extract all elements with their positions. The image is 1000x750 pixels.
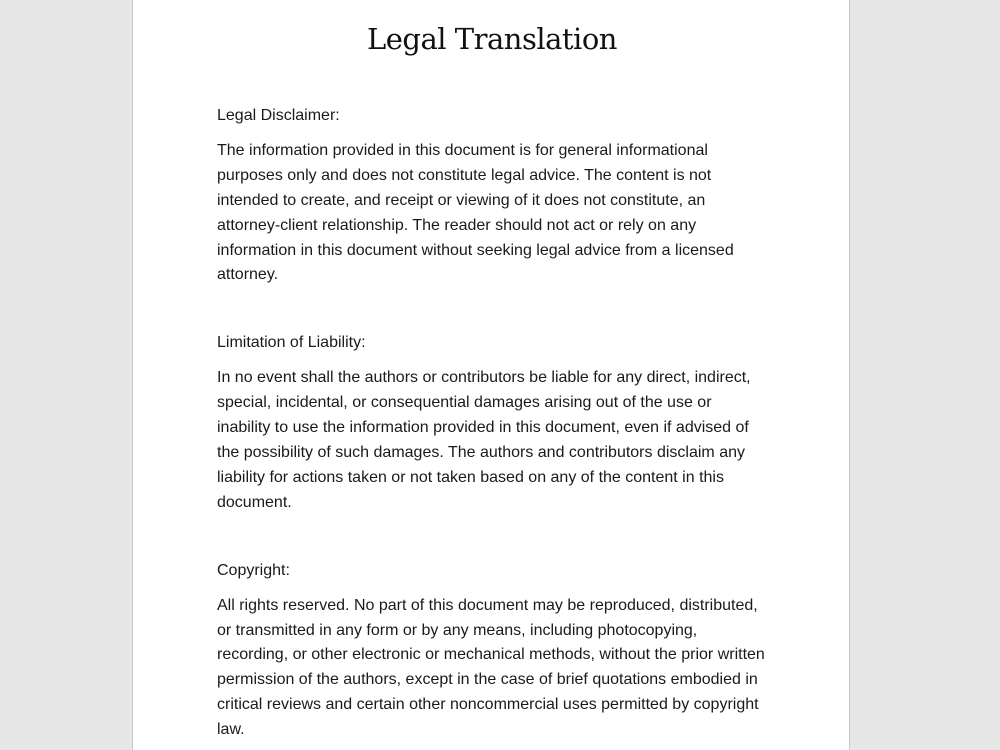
- section-text-limitation-of-liability: In no event shall the authors or contributors be liable for any direct, indirect, special, incidental, or consequential damages arising out of the use or inability to use the information provided in this document, even if advised of the possibility of such damages. The authors and contributors disclaim any liability for actions taken or not taken based on any of the content in this document.: [217, 369, 751, 511]
- section-heading-copyright: Copyright:: [217, 561, 290, 579]
- section-limitation-of-liability: [217, 331, 769, 515]
- document-body: [217, 104, 769, 743]
- section-legal-disclaimer: [217, 104, 769, 288]
- section-heading-limitation-of-liability: Limitation of Liability:: [217, 334, 366, 352]
- section-spacer: [217, 516, 769, 559]
- section-text-copyright: All rights reserved. No part of this document may be reproduced, distributed, or transmitted in any form or by any means, including photocopying, recording, or other electronic or mechanical methods, without the prior written permission of the authors, except in the case of brief quotations embodied in critical reviews and certain other noncommercial uses permitted by copyright law.: [217, 596, 765, 739]
- section-spacer: [217, 288, 769, 331]
- section-copyright: [217, 559, 769, 743]
- section-heading-legal-disclaimer: Legal Disclaimer:: [217, 107, 340, 124]
- document-page: [132, 0, 850, 750]
- document-title: Legal Translation: [367, 22, 617, 56]
- section-text-legal-disclaimer: The information provided in this document is for general informational purposes only and does not constitute legal advice. The content is not intended to create, and receipt or viewing of it does not constitute, an attorney-client relationship. The reader should not act or rely on any information in this document without seeking legal advice from a licensed attorney.: [217, 141, 734, 284]
